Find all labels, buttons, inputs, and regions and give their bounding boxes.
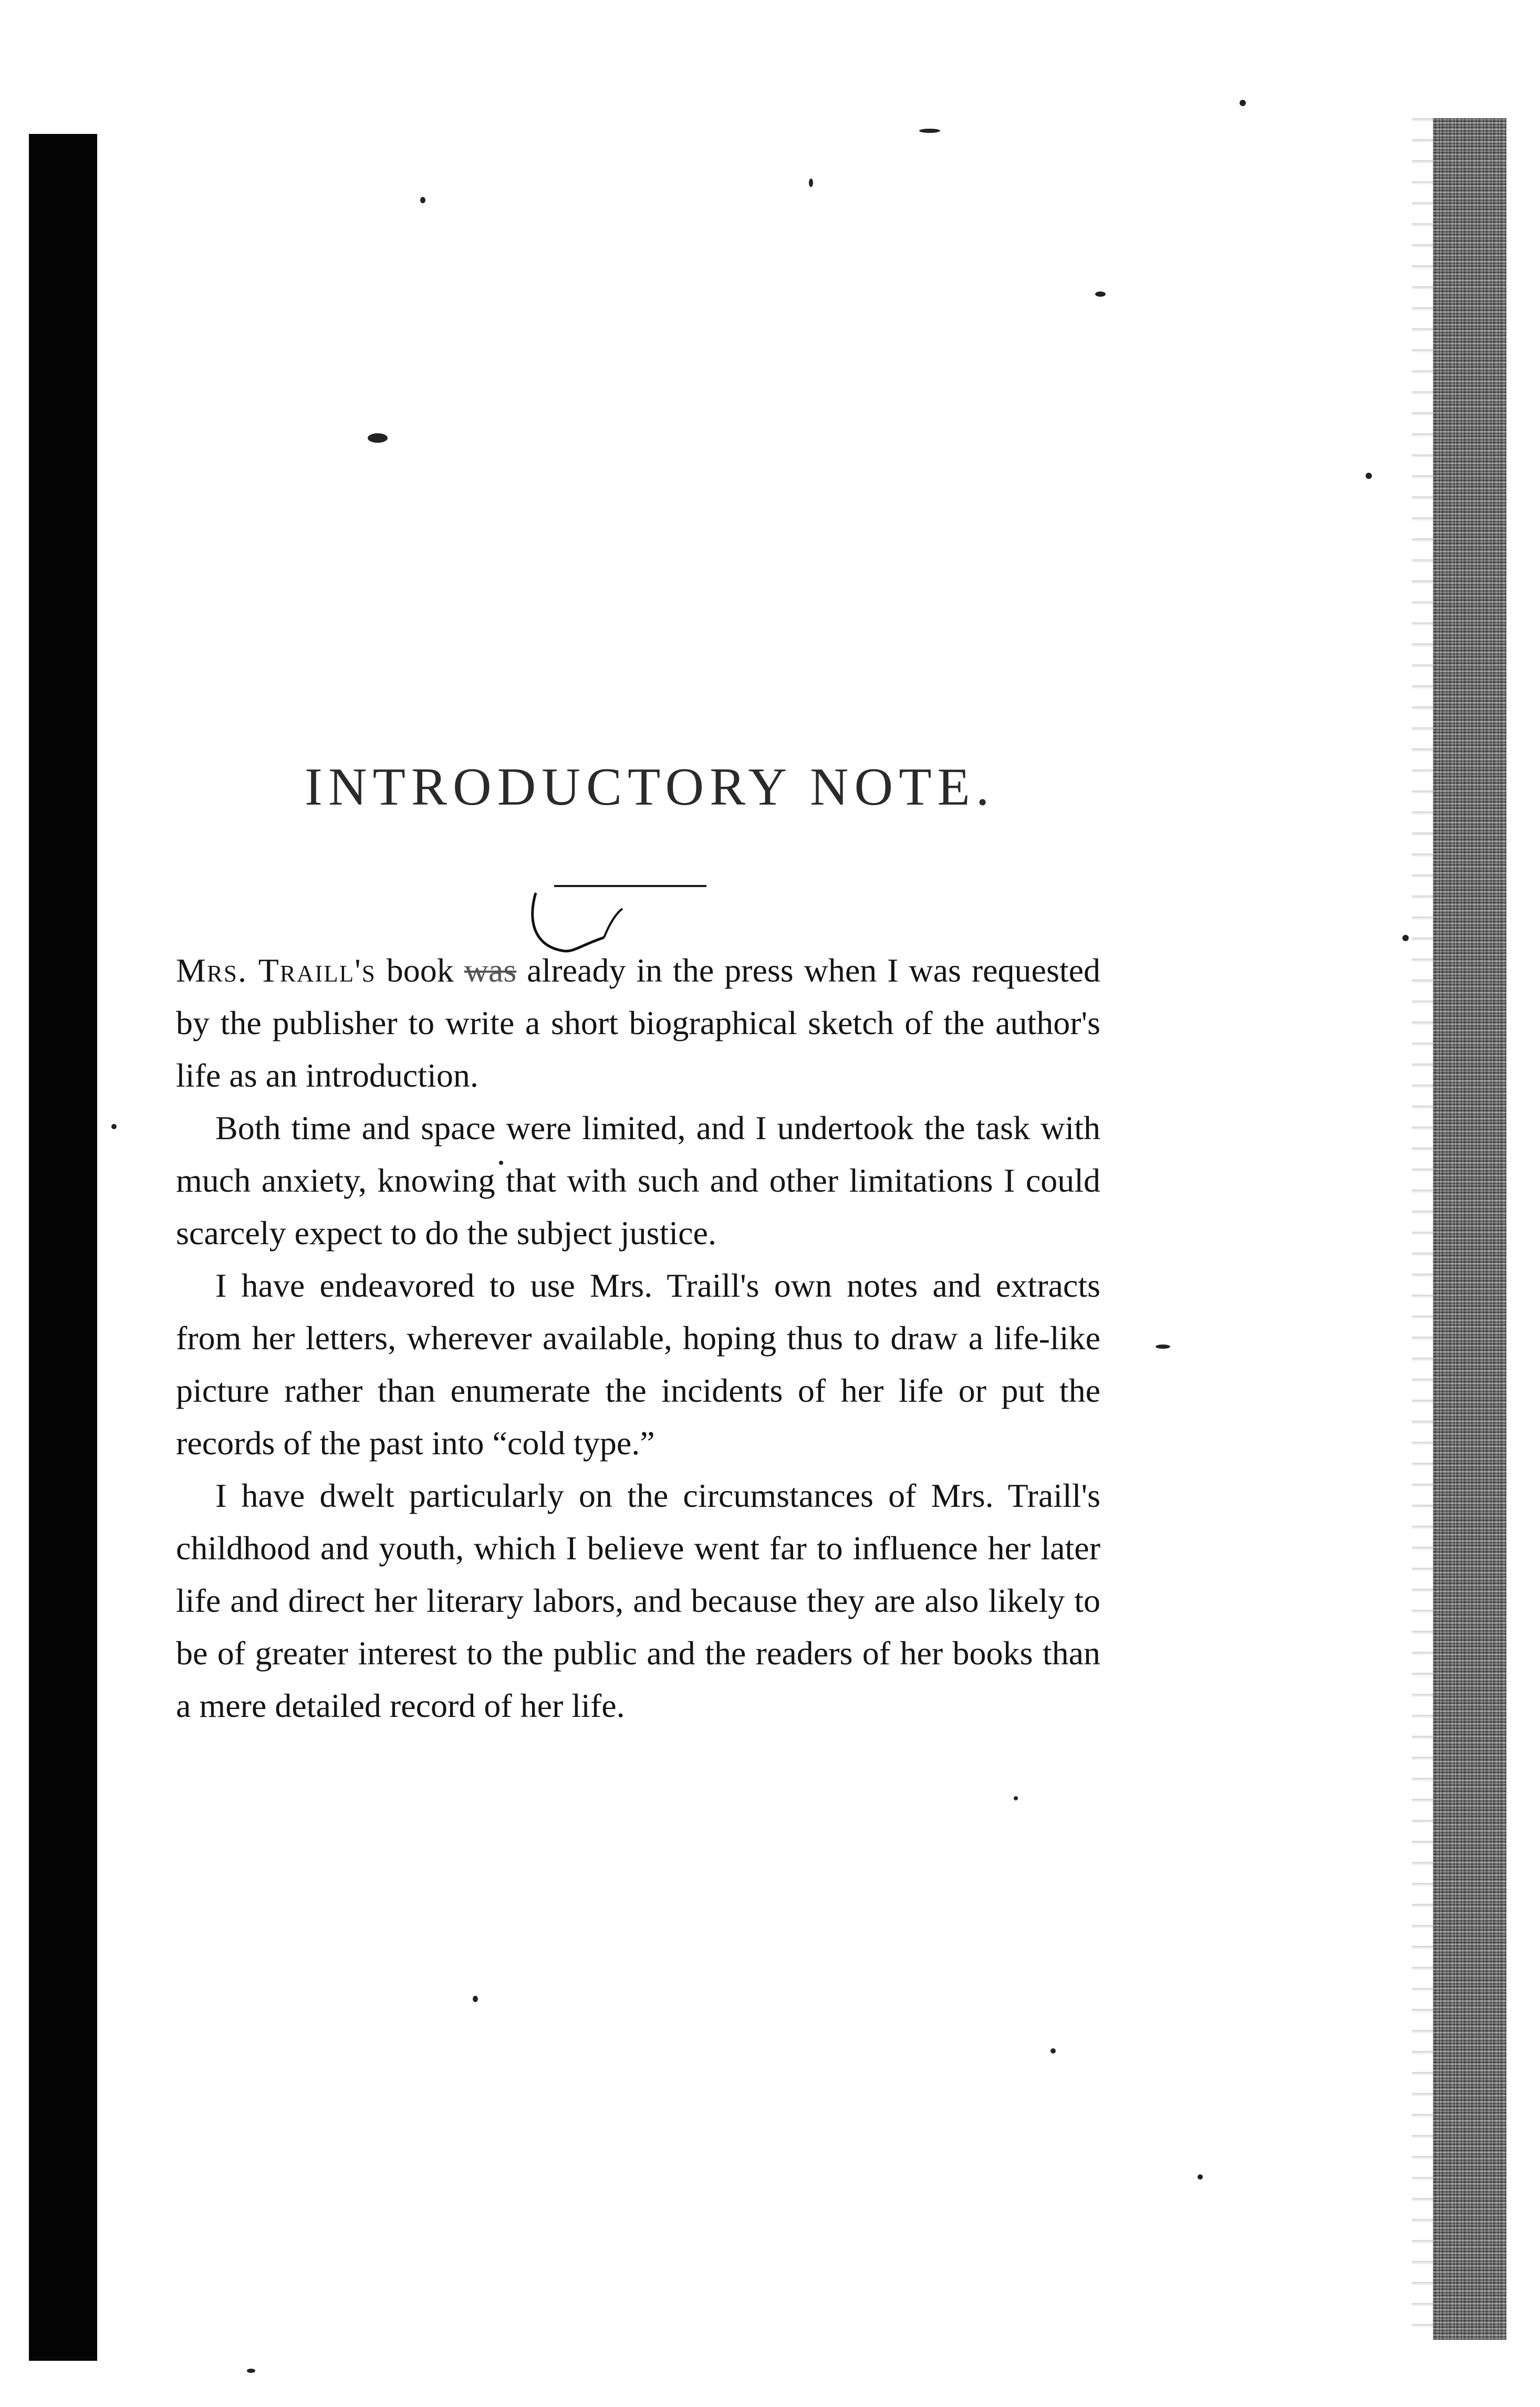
struck-word: was <box>464 952 517 989</box>
scan-speck <box>111 1124 117 1129</box>
scan-speck <box>247 2369 255 2373</box>
scan-speck <box>1050 2048 1056 2054</box>
author-name: Mrs. Traill's <box>176 952 376 989</box>
scan-speck <box>473 1996 478 2002</box>
scan-speck <box>1240 100 1246 106</box>
scan-speck <box>1156 1345 1170 1349</box>
page-title: INTRODUCTORY NOTE. <box>305 757 995 817</box>
paragraph-2: Both time and space were limited, and I undertook the task with much anxiety, knowing that with such and other limitations I could scarcely expect to do the subject justice. <box>176 1109 1100 1252</box>
scan-speck <box>1198 2174 1203 2180</box>
paragraph-1 <box>176 944 1100 1102</box>
paragraph-4: I have dwelt particularly on the circumstances of Mrs. Traill's childhood and youth, which I believe went far to influence her later life and direct her literary labors, and because they are also likely to be of greater interest to the public and the readers of her books than a mere detailed record of her life. <box>176 1477 1100 1724</box>
scan-speck <box>420 197 425 203</box>
scan-speck <box>1014 1796 1018 1800</box>
scan-speck <box>1402 935 1409 941</box>
word-book: book <box>386 952 454 989</box>
book-binding-shadow <box>29 134 97 2361</box>
paragraph-3: I have endeavored to use Mrs. Traill's own notes and extracts from her letters, wherever available, hoping thus to draw a life-like picture rather than enumerate the incidents of her life or put the records of the past into “cold type.” <box>176 1267 1100 1462</box>
scan-speck <box>919 129 940 133</box>
scan-speck <box>1095 291 1106 297</box>
title-rule <box>554 885 706 887</box>
paragraph-1-text: already in the press when I was requested by the publisher to write a short biographical sketch of the author's life as an introduction. <box>176 952 1101 1094</box>
scan-speck <box>809 179 813 187</box>
scan-speck <box>1366 473 1372 479</box>
page-edge-strip <box>1433 118 1506 2340</box>
note-body <box>176 944 1100 1732</box>
scan-speck <box>368 433 388 443</box>
